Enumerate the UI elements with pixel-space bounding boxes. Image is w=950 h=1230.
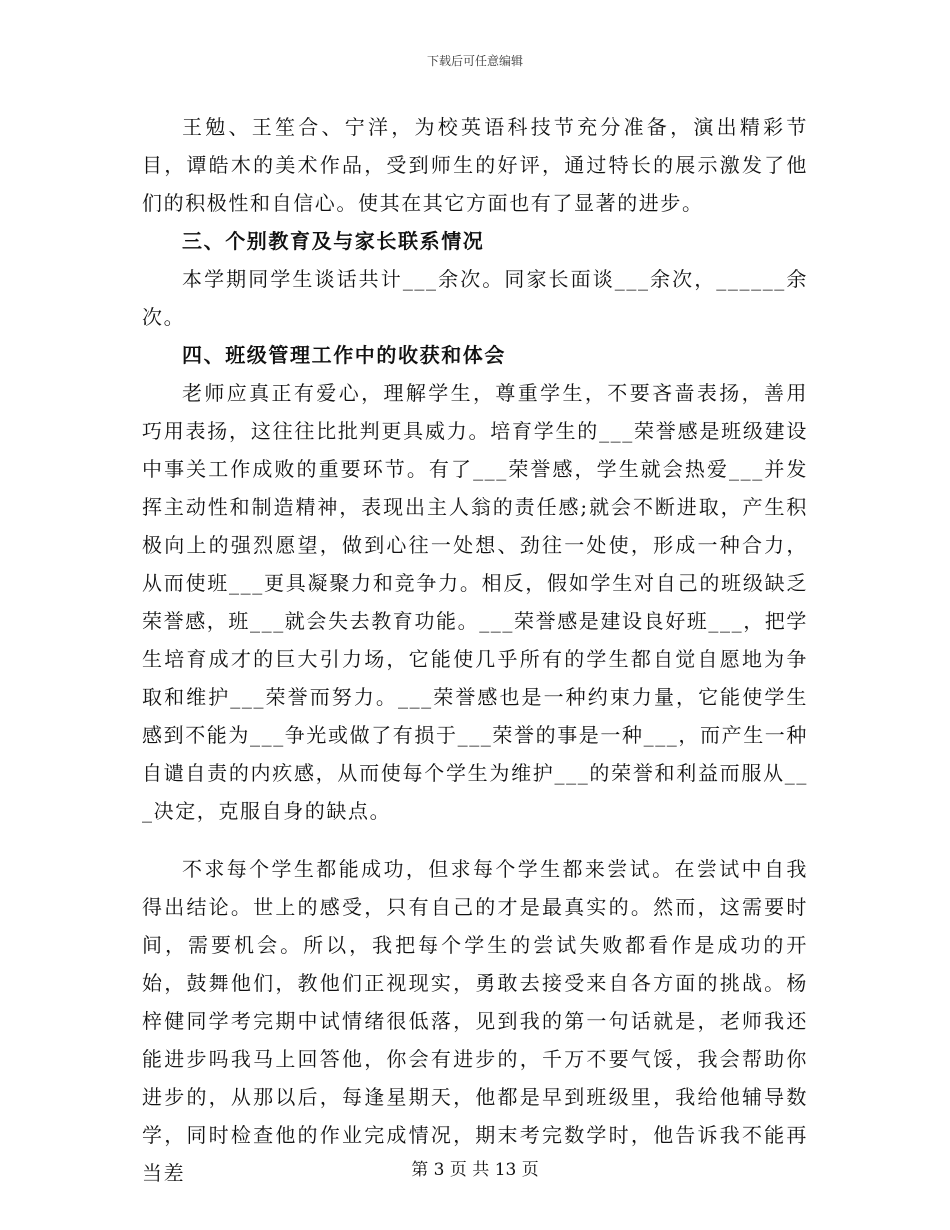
paragraph-conversations: 本学期同学生谈话共计___余次。同家长面谈___余次，______余次。 bbox=[142, 267, 808, 329]
section-heading-3: 三、个别教育及与家长联系情况 bbox=[182, 229, 485, 253]
section-heading-4: 四、班级管理工作中的收获和体会 bbox=[182, 343, 506, 367]
document-body bbox=[142, 108, 808, 1192]
page-number: 第 3 页 共 13 页 bbox=[411, 1160, 539, 1180]
paragraph-talents: 王勉、王笙合、宁洋，为校英语科技节充分准备，演出精彩节目，谭皓木的美术作品，受到师生的好评，通过特长的展示激发了他们的积极性和自信心。使其在其它方面也有了显著的进步。 bbox=[142, 115, 808, 215]
page-header: 下载后可任意编辑 bbox=[426, 54, 523, 68]
paragraph-honor: 老师应真正有爱心，理解学生，尊重学生，不要吝啬表扬，善用巧用表扬，这往往比批判更具威力。培育学生的___荣誉感是班级建设中事关工作成败的重要环节。有了___荣誉感，学生就会热爱___并发挥主动性和制造精神，表现出主人翁的责任感;就会不断进取，产生积极向上的强烈愿望，做到心往一处想、劲往一处使，形成一种合力，从而使班___更具凝聚力和竞争力。相反，假如学生对自己的班级缺乏荣誉感，班___就会失去教育功能。___荣誉感是建设良好班___，把学生培育成才的巨大引力场，它能使几乎所有的学生都自觉自愿地为争取和维护___荣誉而努力。___荣誉感也是一种约束力量，它能使学生感到不能为___争光或做了有损于___荣誉的事是一种___，而产生一种自谴自责的内疚感，从而使每个学生为维护___的荣誉和利益而服从___决定，克服自身的缺点。 bbox=[142, 381, 808, 823]
paragraph-attempts: 不求每个学生都能成功，但求每个学生都来尝试。在尝试中自我得出结论。世上的感受，只有自己的才是最真实的。然而，这需要时间，需要机会。所以，我把每个学生的尝试失败都看作是成功的开始，鼓舞他们，教他们正视现实，勇敢去接受来自各方面的挑战。杨梓健同学考完期中试情绪很低落，见到我的第一句话就是，老师我还能进步吗我马上回答他，你会有进步的，千万不要气馁，我会帮助你进步的，从那以后，每逢星期天，他都是早到班级里，我给他辅导数学，同时检查他的作业完成情况，期末考完数学时，他告诉我不能再当差 bbox=[142, 857, 808, 1185]
